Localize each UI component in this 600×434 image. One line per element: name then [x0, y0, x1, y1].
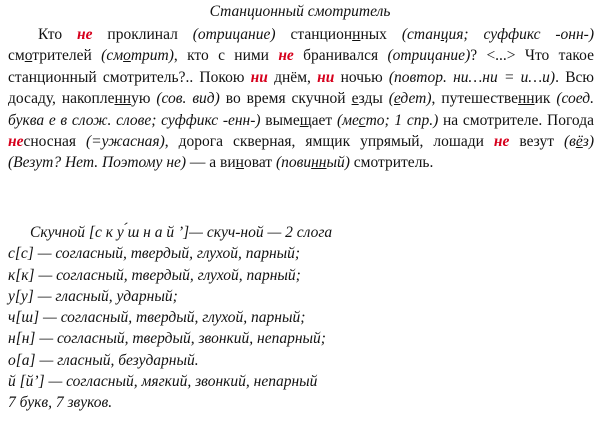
analysis-summary: 7 букв, 7 звуков. [8, 394, 113, 412]
grammar-note: (соед. буква е в слож. слове; суффикс -енн-) [8, 90, 594, 129]
highlight-particle: ни [317, 68, 335, 86]
text-span: во время скучной [219, 90, 352, 108]
underlined-letter: с [358, 111, 366, 129]
underlined-letter: нн [311, 154, 327, 172]
underlined-letter: ц [440, 26, 449, 43]
grammar-note: (стан [401, 26, 441, 43]
analysis-line: н[н] — согласный, твердый, звонкий, непарный; [8, 330, 326, 348]
text-span: зды [358, 90, 389, 108]
grammar-note: трит) [130, 47, 174, 65]
analysis-line: ч[ш] — согласный, твердый, глухой, парный; [8, 309, 306, 327]
underlined-letter: нн [114, 90, 132, 108]
text-span: везут [509, 133, 564, 151]
underlined-letter: щ [299, 111, 312, 129]
analysis-line: о[а] — гласный, безударный. [8, 351, 199, 369]
text-span: станцион [275, 26, 353, 43]
underlined-letter: о [123, 47, 131, 65]
grammar-note: ( [388, 90, 394, 108]
grammar-note: то; 1 спр.) [365, 111, 439, 129]
grammar-note: (отрицание) [387, 47, 471, 65]
analysis-line: у[у] — гласный, ударный; [8, 287, 178, 305]
text-span: . Всю досаду, накопле [8, 68, 594, 108]
text-span: проклинал [92, 26, 193, 43]
grammar-note: (в [564, 133, 576, 151]
text-paragraph [8, 24, 594, 174]
underlined-letter: е [351, 90, 359, 108]
text-span: ую [131, 90, 157, 108]
text-span: , путешестве [431, 90, 518, 108]
grammar-note: ый) [326, 154, 350, 172]
text-span: ик [534, 90, 557, 108]
grammar-note: (пови [275, 154, 312, 172]
highlight-particle: не [8, 133, 24, 151]
underlined-letter: нн [517, 90, 535, 108]
analysis-line: к[к] — согласный, твердый, глухой, парный; [8, 266, 301, 284]
highlight-particle: не [77, 26, 93, 43]
grammar-note: з) (Везут? Нет. Поэтому не) [8, 133, 594, 172]
underlined-letter: ё [575, 133, 583, 151]
text-span: ночью [334, 68, 389, 86]
analysis-line: с[с] — согласный, твердый, глухой, парный; [8, 245, 301, 263]
text-span: , дорога скверная, ямщик упрямый, лошади [164, 133, 494, 151]
text-span: ? <...> Что такое станционный смотритель?.. Покою [8, 47, 594, 86]
text-span: ает [311, 111, 337, 129]
text-span: оват [243, 154, 276, 172]
text-span: на смотрителе. Погода [438, 111, 594, 129]
text-span: смотритель. [349, 154, 434, 172]
underlined-letter: е [393, 90, 401, 108]
analysis-heading: Скучной [с к у ́ш н а й ’]— скуч-ной — 2 слога [30, 224, 333, 241]
highlight-particle: ни [250, 68, 268, 86]
grammar-note: (ме [336, 111, 359, 129]
grammar-note: (=ужасная) [85, 133, 165, 151]
text-span: днём, [267, 68, 318, 86]
underlined-letter: н [352, 26, 361, 43]
underlined-letter: о [24, 47, 33, 65]
text-span: см [8, 47, 25, 65]
text-span: — а ви [186, 154, 236, 172]
grammar-note: дет) [400, 90, 432, 108]
text-span: , кто с ними [173, 47, 279, 65]
analysis-line: й [й’] — согласный, мягкий, звонкий, непарный [8, 373, 318, 391]
grammar-note: (отрицание) [192, 26, 276, 43]
text-span: бранивался [293, 47, 388, 65]
highlight-particle: не [493, 133, 510, 151]
text-span: сносная [23, 133, 86, 151]
grammar-note: ия; суффикс -онн-) [448, 26, 594, 43]
text-span: Кто [38, 26, 77, 43]
grammar-note: (повтор. ни…ни = и…и) [388, 68, 556, 86]
page-title: Станционный смотритель [209, 3, 391, 20]
highlight-particle: не [278, 47, 294, 65]
underlined-letter: н [235, 154, 244, 172]
phonetic-analysis [8, 222, 594, 414]
grammar-note: (см [101, 47, 124, 65]
text-span: ных [360, 26, 402, 43]
text-span: трителей [32, 47, 102, 65]
grammar-note: (сов. вид) [156, 90, 220, 108]
text-span: выме [260, 111, 300, 129]
